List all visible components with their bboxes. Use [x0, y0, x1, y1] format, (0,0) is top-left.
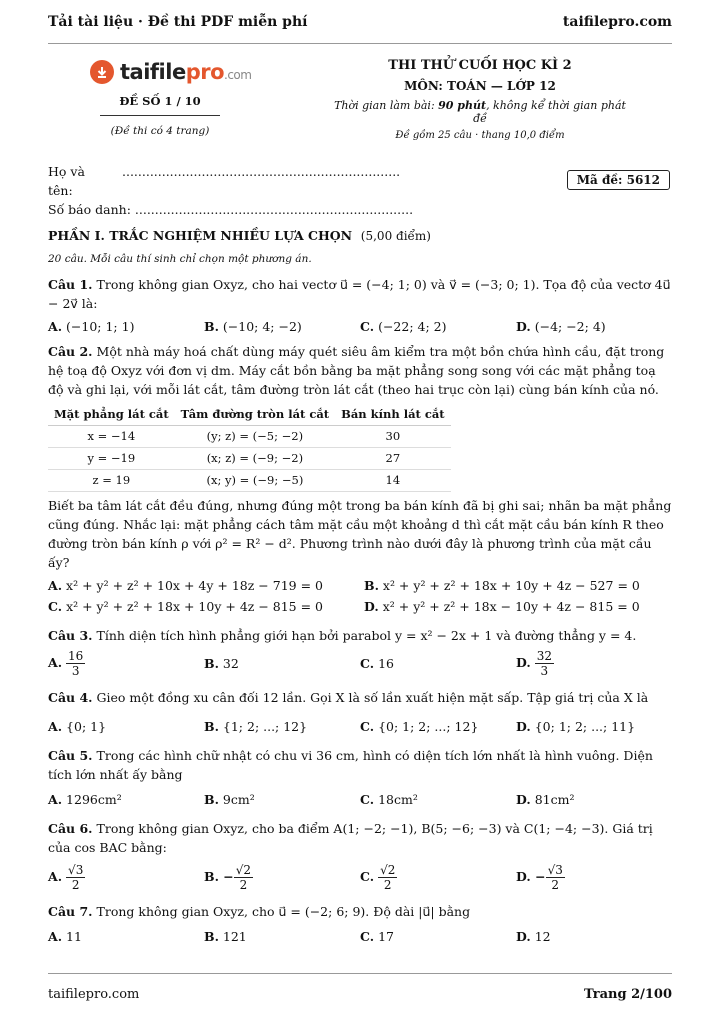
exam-count: Đề gồm 25 câu · thang 10,0 điểm: [395, 130, 565, 141]
q5-option-c: C. 18cm²: [360, 792, 418, 807]
q7-option-a: A. 11: [48, 929, 82, 944]
q6-option-a: A. $\frac{√3}{2}$: [48, 863, 84, 892]
top-right-text: taifilepro.com: [562, 14, 672, 30]
exam-header: [330, 58, 630, 141]
q2-text-2: Biết ba tâm lát cắt đều đúng, nhưng đúng một trong ba bán kính đã bị ghi sai; nhãn ba mặt phẳng cũng đúng. Nhắc lại: mặt phẳng cách tâm mặt cầu một khoảng d thì cắt mặt cầu bán kính R theo đường tròn bán kính ρ với ρ² = R² − d². Phương trình nào dưới đây là phương trình của mặt cầu ấy?: [48, 498, 672, 570]
name-dots: ......................................................................: [122, 164, 401, 179]
q3-option-b: B. 32: [204, 656, 239, 671]
footer: [48, 987, 672, 1002]
q4-option-c: C. {0; 1; 2; ...; 12}: [360, 719, 479, 734]
student-info: [48, 162, 413, 219]
part-title: PHẦN I. TRẮC NGHIỆM NHIỀU LỰA CHỌN (5,00 điểm): [48, 228, 431, 243]
q7-option-d: D. 12: [516, 929, 551, 944]
q2-option-a: A. x² + y² + z² + 10x + 4y + 18z − 719 = 0: [48, 578, 323, 593]
slice-table: [48, 404, 451, 492]
part-subtitle: 20 câu. Mỗi câu thí sinh chỉ chọn một phương án.: [48, 253, 312, 265]
q1-option-d: D. (−4; −2; 4): [516, 319, 606, 334]
exam-subject: MÔN: TOÁN — LỚP 12: [404, 79, 556, 93]
exam-title: THI THỬ CUỐI HỌC KÌ 2: [388, 58, 572, 73]
question-1: Câu 1. Trong không gian Oxyz, cho hai vectơ u⃗ = (−4; 1; 0) và v⃗ = (−3; 0; 1). Tọa độ của vectơ 4u⃗ − 2v⃗ là: A. (−10; 1; 1) B. (−10; 4; −2) C. (−22; 4; 2) D. (−4; −2; 4): [48, 277, 671, 334]
id-label: Số báo danh:: [48, 202, 131, 217]
download-icon: [90, 60, 114, 84]
name-label: Họ và tên:: [48, 164, 85, 198]
q3-option-a: A. $\frac{16}{3}$: [48, 649, 84, 678]
table-row: y = −19 (x; z) = (−9; −2) 27: [48, 448, 451, 470]
q3-option-d: D. $\frac{32}{3}$: [516, 649, 553, 678]
q6-option-b: B. − $\frac{√2}{2}$: [204, 863, 252, 892]
q6-option-d: D. − $\frac{√3}{2}$: [516, 863, 563, 892]
question-4: Câu 4. Gieo một đồng xu cân đối 12 lần. Gọi X là số lần xuất hiện mặt sấp. Tập giá trị của X là A. {0; 1} B. {1; 2; ...; 12} C. {0; 1; 2; ...; 12} D. {0; 1; 2; ...; 11}: [48, 688, 672, 736]
top-header: [48, 14, 672, 36]
q4-option-d: D. {0; 1; 2; ...; 11}: [516, 719, 636, 734]
exam-time: Thời gian làm bài: 90 phút, không kể thời gian phát đề: [334, 99, 626, 125]
question-6: Câu 6. Trong không gian Oxyz, cho ba điểm A(1; −2; −1), B(5; −6; −3) và C(1; −4; −3). Giá trị của cos BAC bằng: A. $\frac{√3}{2}$ B. − $\frac{√2}{2}$ C. $\frac{√2}{2}$ D. − $\frac{√3}{2}$: [48, 819, 672, 892]
q2-option-c: C. x² + y² + z² + 18x + 10y + 4z − 815 = 0: [48, 599, 324, 614]
q3-option-c: C. 16: [360, 656, 394, 671]
footer-site: taifilepro.com: [48, 987, 140, 1002]
q4-option-b: B. {1; 2; ...; 12}: [204, 719, 308, 734]
q1-option-c: C. (−22; 4; 2): [360, 319, 447, 334]
q5-option-b: B. 9cm²: [204, 792, 255, 807]
q2-option-d: D. x² + y² + z² + 18x − 10y + 4z − 815 = 0: [364, 599, 640, 614]
table-row: z = 19 (x; y) = (−9; −5) 14: [48, 470, 451, 492]
q5-option-a: A. 1296cm²: [48, 792, 122, 807]
q2-option-b: B. x² + y² + z² + 18x + 10y + 4z − 527 = 0: [364, 578, 640, 593]
question-5: Câu 5. Trong các hình chữ nhật có chu vi 36 cm, hình có diện tích lớn nhất là hình vuông. Diện tích lớn nhất ấy bằng A. 1296cm² B. 9cm² C. 18cm² D. 81cm²: [48, 746, 672, 809]
id-dots: ......................................................................: [134, 202, 414, 217]
top-left-text: Tải tài liệu · Đề thi PDF miễn phí: [48, 14, 308, 30]
exam-code-box: Mã đề: 5612: [567, 170, 670, 190]
table-header: Mặt phẳng lát cắt: [48, 404, 175, 426]
exam-content: [48, 226, 672, 946]
q1-option-b: B. (−10; 4; −2): [204, 319, 302, 334]
q4-option-a: A. {0; 1}: [48, 719, 107, 734]
q1-option-a: A. (−10; 1; 1): [48, 319, 135, 334]
q6-option-c: C. $\frac{√2}{2}$: [360, 863, 396, 892]
logo-text: taifilepro.com: [120, 60, 252, 84]
top-divider: [48, 43, 672, 44]
exam-number: ĐỀ SỐ 1 / 10: [119, 94, 201, 108]
table-header: Bán kính lát cắt: [335, 404, 451, 426]
question-3: Câu 3. Tính diện tích hình phẳng giới hạn bởi parabol y = x² − 2x + 1 và đường thẳng y = 4. A. $\frac{16}{3}$ B. 32 C. 16 D. $\frac{32}{3}$: [48, 626, 672, 678]
site-logo: [90, 60, 251, 84]
footer-divider: [48, 973, 672, 974]
exam-number-rule: [100, 115, 220, 116]
page-count-note: (Đề thi có 4 trang): [110, 125, 210, 137]
page-number: Trang 2/100: [584, 987, 672, 1002]
question-2: Câu 2. Một nhà máy hoá chất dùng máy quét siêu âm kiểm tra một bồn chứa hình cầu, đặt trong hệ toạ độ Oxyz với đơn vị dm. Máy cắt bồn bằng ba mặt phẳng song song với các mặt phẳng toạ độ và ghi lại, với mỗi lát cắt, tâm đường tròn lát cắt (theo hai trục còn lại) cùng bán kính của nó. Mặt phẳng lát cắt Tâm đường tròn lát cắt Bán kính lát cắt x = −14 (y; z) = (−5; −2) 30 y = −19 (x; z) = (−9; −2) 27 z = 19 (x; y) = (−9; −5) 14 Biết ba tâm lát cắt đều đúng, nhưng đúng một trong ba bán kính đã bị ghi sai; nhãn ba mặt phẳng cũng đúng. Nhắc lại: mặt phẳng cách tâm mặt cầu một khoảng d thì cắt mặt cầu bán kính R theo đường tròn bán kính ρ với ρ² = R² − d². Phương trình nào dưới đây là phương trình của mặt cầu ấy? A. x² + y² + z² + 10x + 4y + 18z − 719 = 0 B. x² + y² + z² + 18x + 10y + 4z − 527 = 0 C. x² + y² + z² + 18x + 10y + 4z − 815 = 0 D. x² + y² + z² + 18x − 10y + 4z − 815 = 0: [48, 344, 672, 614]
table-row: x = −14 (y; z) = (−5; −2) 30: [48, 426, 451, 448]
q5-option-d: D. 81cm²: [516, 792, 575, 807]
q7-option-c: C. 17: [360, 929, 394, 944]
question-7: Câu 7. Trong không gian Oxyz, cho u⃗ = (−2; 6; 9). Độ dài |u⃗| bằng A. 11 B. 121 C. 17 D. 12: [48, 902, 672, 946]
q7-option-b: B. 121: [204, 929, 247, 944]
table-header: Tâm đường tròn lát cắt: [175, 404, 335, 426]
